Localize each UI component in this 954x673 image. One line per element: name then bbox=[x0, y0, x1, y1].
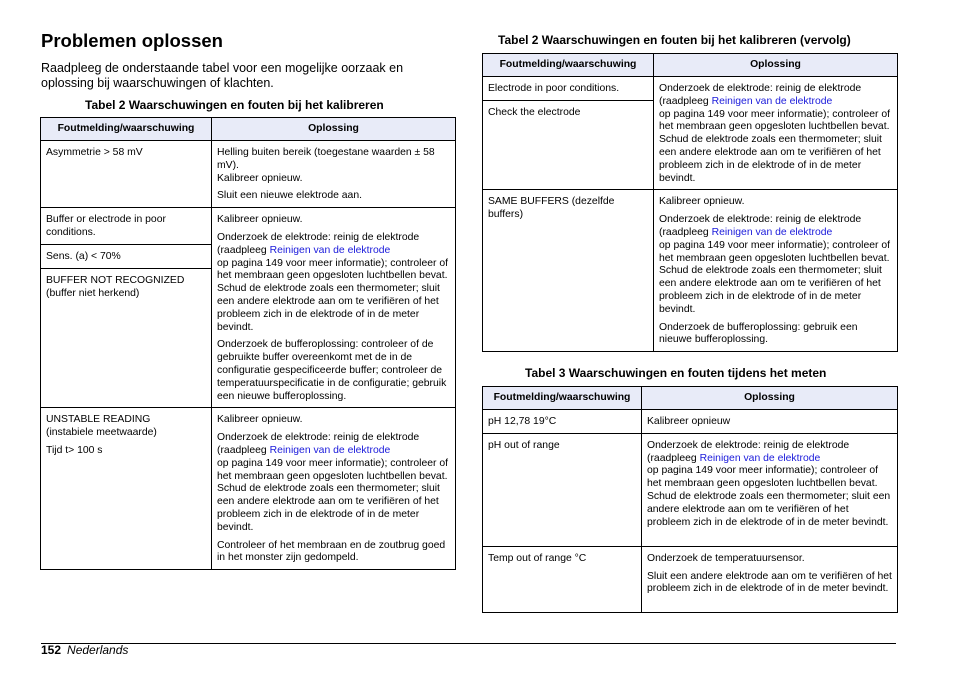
solution-text: Controleer of het membraan en de zoutbrug goed in het monster zijn gedompeld. bbox=[217, 539, 446, 564]
solution-text-part: Onderzoek de elektrode: reinig de elektrode (raadpleeg bbox=[659, 214, 862, 238]
error-cell: Sens. (a) < 70% bbox=[41, 245, 212, 269]
link-reinigen-elektrode[interactable]: Reinigen van de elektrode bbox=[699, 452, 821, 464]
table-row bbox=[41, 408, 456, 570]
solution-text: Onderzoek de temperatuursensor. bbox=[647, 552, 805, 564]
table-row bbox=[483, 546, 898, 612]
table-row bbox=[483, 433, 898, 546]
intro-paragraph: Raadpleeg de onderstaande tabel voor een mogelijke oorzaak en oplossing bij waarschuwingen of klachten. bbox=[41, 61, 404, 90]
solution-text bbox=[659, 83, 892, 185]
solution-text: Onderzoek de bufferoplossing: gebruik een nieuwe bufferoplossing. bbox=[659, 321, 858, 346]
header-solution: Oplossing bbox=[642, 387, 898, 410]
error-cell: Buffer or electrode in poor conditions. bbox=[41, 208, 212, 245]
error-cell: Check the electrode bbox=[483, 101, 654, 190]
table-header-row bbox=[483, 54, 898, 77]
solution-text: Kalibreer opnieuw. bbox=[217, 172, 303, 184]
error-text: (buffer niet herkend) bbox=[46, 288, 140, 300]
error-text: UNSTABLE READING bbox=[46, 414, 151, 426]
table-row bbox=[41, 141, 456, 208]
header-solution: Oplossing bbox=[212, 118, 456, 141]
link-reinigen-elektrode[interactable]: Reinigen van de elektrode bbox=[711, 226, 833, 238]
solution-cell bbox=[654, 190, 898, 352]
table-row bbox=[483, 190, 898, 352]
solution-cell bbox=[212, 408, 456, 570]
table-row bbox=[483, 410, 898, 434]
table-row bbox=[483, 77, 898, 101]
error-cell: SAME BUFFERS (dezelfde buffers) bbox=[483, 190, 654, 352]
error-text: Tijd t> 100 s bbox=[46, 444, 103, 456]
table2-caption: Tabel 2 Waarschuwingen en fouten bij het kalibreren bbox=[85, 98, 384, 112]
solution-text bbox=[217, 232, 450, 334]
solution-text-part: Onderzoek de elektrode: reinig de elektrode (raadpleeg bbox=[647, 439, 850, 464]
solution-text bbox=[659, 214, 892, 316]
page-number: 152 bbox=[41, 643, 62, 657]
error-text: (instabiele meetwaarde) bbox=[46, 427, 157, 439]
solution-text: Kalibreer opnieuw. bbox=[659, 196, 745, 208]
error-cell: pH 12,78 19°C bbox=[483, 410, 642, 434]
footer-divider bbox=[41, 643, 896, 644]
header-error: Foutmelding/waarschuwing bbox=[41, 118, 212, 141]
header-solution: Oplossing bbox=[654, 54, 898, 77]
table-row bbox=[41, 208, 456, 245]
solution-cell bbox=[212, 141, 456, 208]
solution-cell bbox=[642, 546, 898, 612]
table3-caption: Tabel 3 Waarschuwingen en fouten tijdens het meten bbox=[525, 366, 827, 380]
table2-continued bbox=[482, 53, 898, 352]
solution-text bbox=[217, 432, 450, 534]
page-footer bbox=[41, 643, 128, 657]
solution-text-part: op pagina 149 voor meer informatie); controleer of het membraan geen opgesloten luchtbellen bevat. Schud de elektrode zoals een thermometer; sluit een andere elektrode aan om te verifiëren of het probleem zich in de elektrode of in de meter bevindt. bbox=[217, 457, 449, 533]
solution-text: Helling buiten bereik (toegestane waarden ± 58 mV). bbox=[217, 147, 435, 171]
error-cell: Asymmetrie > 58 mV bbox=[41, 141, 212, 208]
table3 bbox=[482, 386, 898, 613]
solution-cell bbox=[212, 208, 456, 408]
solution-text-part: Onderzoek de elektrode: reinig de elektrode (raadpleeg bbox=[217, 432, 420, 456]
link-reinigen-elektrode[interactable]: Reinigen van de elektrode bbox=[269, 444, 391, 456]
solution-text: Onderzoek de bufferoplossing: controleer of de gebruikte buffer overeenkomt met de in de configuratie gespecificeerde buffer; controleer de temperatuurspecificatie in de configuratie; gebruik een nieuwe bufferoplossing. bbox=[217, 339, 447, 402]
solution-cell bbox=[654, 77, 898, 190]
solution-cell: Kalibreer opnieuw bbox=[642, 410, 898, 434]
solution-text-part: op pagina 149 voor meer informatie); controleer of het membraan geen opgesloten luchtbellen bevat. Schud de elektrode zoals een thermometer; sluit een andere elektrode aan om te verifiëren of het probleem zich in de elektrode of in de meter bevindt. bbox=[217, 257, 449, 333]
solution-text: Kalibreer opnieuw. bbox=[217, 214, 303, 226]
solution-text: Sluit een nieuwe elektrode aan. bbox=[217, 190, 362, 202]
error-cell: Temp out of range °C bbox=[483, 546, 642, 612]
solution-text-part: op pagina 149 voor meer informatie); controleer of het membraan geen opgesloten luchtbellen bevat. Schud de elektrode zoals een thermometer; sluit een andere elektrode aan om te verifiëren of het probleem zich in de elektrode of in de meter bevindt. bbox=[647, 465, 891, 528]
header-error: Foutmelding/waarschuwing bbox=[483, 54, 654, 77]
solution-text: Sluit een andere elektrode aan om te verifiëren of het probleem zich in de elektrode of in de meter bevindt. bbox=[647, 570, 892, 595]
error-cell bbox=[41, 269, 212, 408]
error-cell: pH out of range bbox=[483, 433, 642, 546]
error-text: BUFFER NOT RECOGNIZED bbox=[46, 275, 185, 287]
page-title: Problemen oplossen bbox=[41, 30, 223, 51]
link-reinigen-elektrode[interactable]: Reinigen van de elektrode bbox=[711, 95, 833, 107]
solution-text-part: Onderzoek de elektrode: reinig de elektrode (raadpleeg bbox=[217, 231, 420, 256]
footer-language: Nederlands bbox=[67, 643, 129, 657]
solution-text: Kalibreer opnieuw. bbox=[217, 414, 303, 426]
error-cell bbox=[41, 408, 212, 570]
solution-text-part: op pagina 149 voor meer informatie); controleer of het membraan geen opgesloten luchtbellen bevat. Schud de elektrode zoals een thermometer; sluit een andere elektrode aan om te verifiëren of het probleem zich in de elektrode of in de meter bevindt. bbox=[659, 239, 891, 315]
table-header-row bbox=[483, 387, 898, 410]
table2 bbox=[40, 117, 456, 570]
link-reinigen-elektrode[interactable]: Reinigen van de elektrode bbox=[269, 244, 391, 256]
solution-text bbox=[647, 440, 892, 530]
solution-cell bbox=[642, 433, 898, 546]
header-error: Foutmelding/waarschuwing bbox=[483, 387, 642, 410]
table-header-row bbox=[41, 118, 456, 141]
solution-text-part: Onderzoek de elektrode: reinig de elektrode (raadpleeg bbox=[659, 83, 862, 107]
error-cell: Electrode in poor conditions. bbox=[483, 77, 654, 101]
solution-text-part: op pagina 149 voor meer informatie); controleer of het membraan geen opgesloten luchtbellen bevat. Schud de elektrode zoals een thermometer; sluit een andere elektrode aan om te verifiëren of het probleem zich in de elektrode of in de meter bevindt. bbox=[659, 108, 891, 184]
table2b-caption: Tabel 2 Waarschuwingen en fouten bij het kalibreren (vervolg) bbox=[498, 33, 851, 47]
